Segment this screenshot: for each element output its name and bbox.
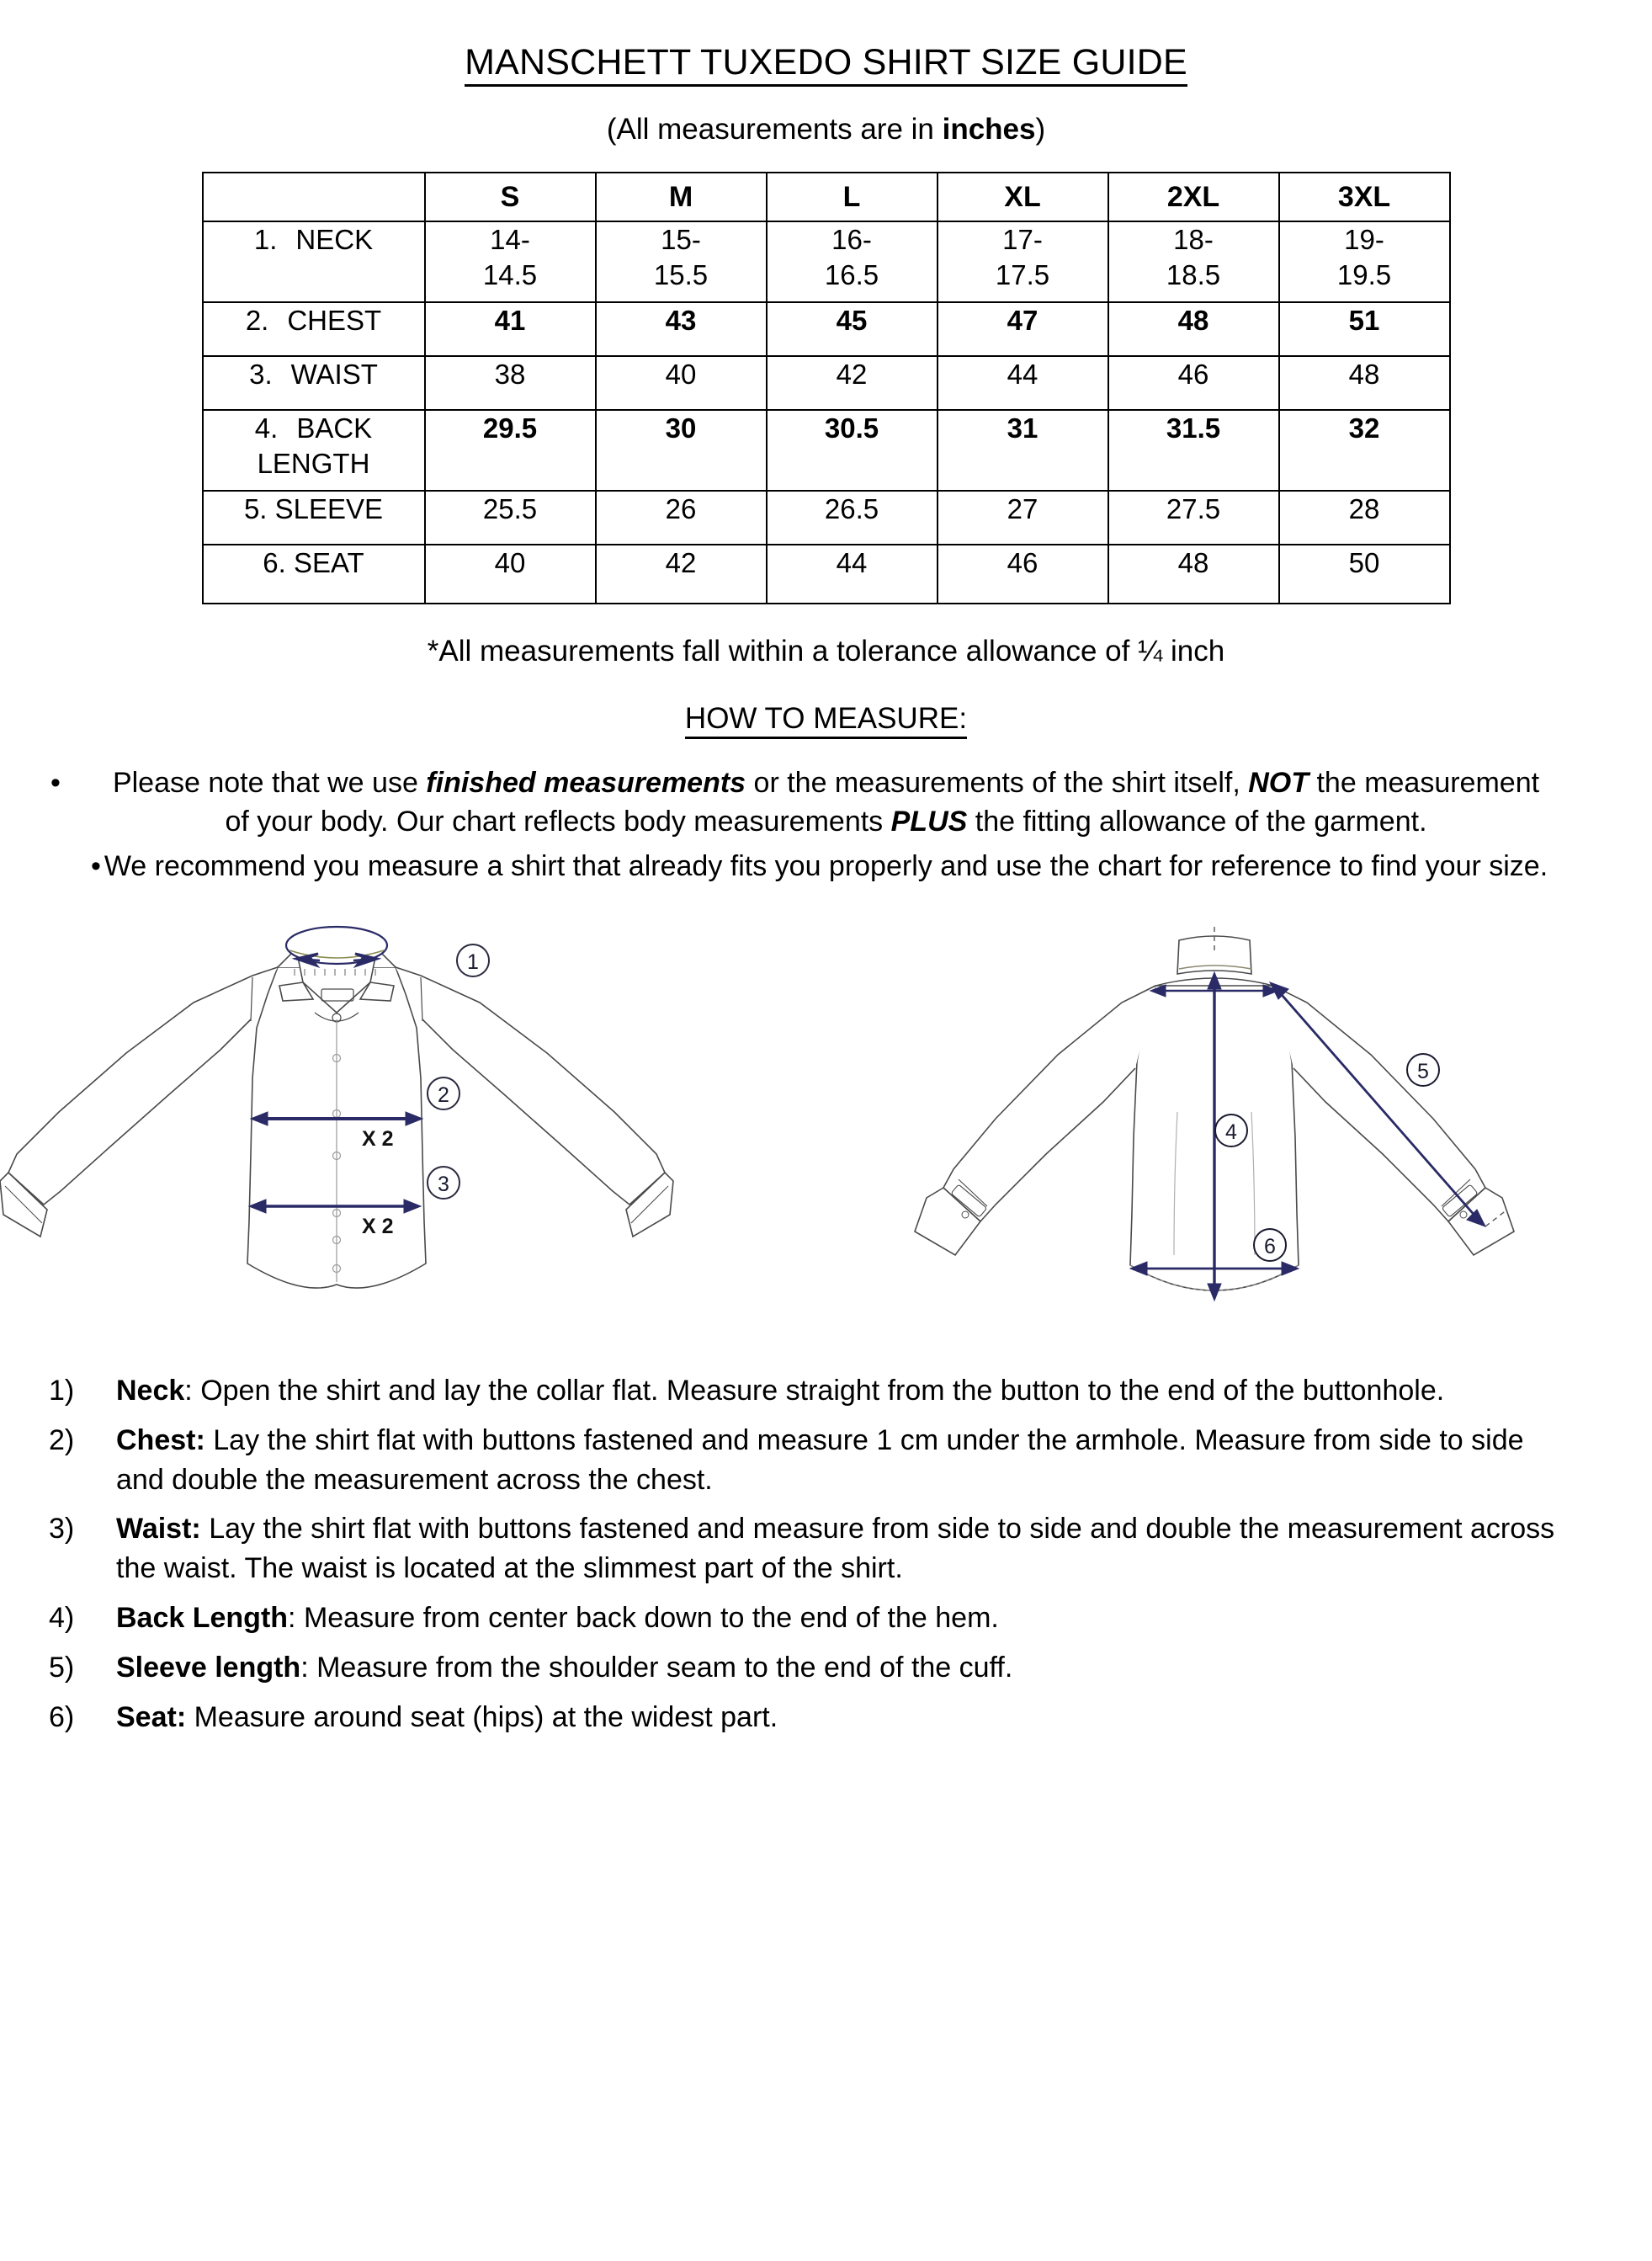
- column-header-l: L: [767, 173, 938, 221]
- instruction-term-sleeve-length: Sleeve length: [116, 1652, 301, 1684]
- instruction-text-back-length: Measure from center back down to the end of the hem.: [303, 1602, 999, 1635]
- back-shirt-svg: [878, 902, 1635, 1356]
- callout-2-label: 2: [438, 1083, 449, 1107]
- callout-4-back-length: [1215, 1115, 1247, 1146]
- cell-waist-m: 40: [596, 356, 767, 410]
- instruction-seat: [0, 1698, 1576, 1737]
- front-shirt-diagram: [0, 902, 757, 1356]
- units-note-suffix: ): [1035, 113, 1046, 146]
- units-note-bold: inches: [942, 113, 1036, 146]
- column-header-m: M: [596, 173, 767, 221]
- cell-waist-l: 42: [767, 356, 938, 410]
- cell-sleeve-l: 26.5: [767, 491, 938, 545]
- instruction-term-chest: Chest:: [116, 1423, 205, 1456]
- column-header-s: S: [425, 173, 596, 221]
- instruction-term-back-length: Back Length: [116, 1602, 289, 1635]
- instruction-sleeve-length: Sleeve length: Measure from the shoulder seam to the end of the cuff.: [116, 1652, 1013, 1684]
- instruction-waist: [0, 1509, 1576, 1588]
- how-to-measure-bullets: [0, 764, 1652, 886]
- cell-sleeve-s: 25.5: [425, 491, 596, 545]
- callout-2-chest: [428, 1077, 459, 1109]
- page-title: [0, 24, 1652, 82]
- cell-chest-2xl: 48: [1108, 302, 1279, 356]
- cell-neck-xl: 17- 17.5: [938, 221, 1108, 302]
- callout-6-seat: [1254, 1229, 1286, 1261]
- cell-waist-3xl: 48: [1279, 356, 1450, 410]
- cell-sleeve-m: 26: [596, 491, 767, 545]
- cell-waist-s: 38: [425, 356, 596, 410]
- instruction-text-neck: Open the shirt and lay the collar flat. Measure straight from the button to the end of the buttonhole.: [200, 1374, 1445, 1407]
- cell-chest-3xl: 51: [1279, 302, 1450, 356]
- table-row-seat: [203, 545, 1450, 604]
- size-table-header-row: [203, 173, 1450, 221]
- cell-chest-xl: 47: [938, 302, 1108, 356]
- size-table: [202, 172, 1451, 604]
- row-label-seat: 6. SEAT: [203, 545, 425, 604]
- callout-5-sleeve: [1407, 1054, 1439, 1086]
- instruction-back-length: Back Length: Measure from center back down to the end of the hem.: [116, 1602, 999, 1635]
- cell-seat-l: 44: [767, 545, 938, 604]
- cell-chest-s: 41: [425, 302, 596, 356]
- cell-waist-2xl: 46: [1108, 356, 1279, 410]
- bullet-text-1: Please note that we use finished measurements or the measurements of the shirt itself, NOT the measurement of your body. Our chart reflects body measurements PLUS the fitting allowance of the garment.: [112, 767, 1540, 838]
- cell-sleeve-3xl: 28: [1279, 491, 1450, 545]
- measurement-instructions: [0, 1371, 1652, 1737]
- shirt-diagrams: [0, 902, 1652, 1356]
- row-label-neck: 1. NECK: [203, 221, 425, 302]
- cell-neck-l: 16- 16.5: [767, 221, 938, 302]
- callout-6-label: 6: [1264, 1234, 1276, 1258]
- table-row-neck: [203, 221, 1450, 302]
- table-row-back-length: [203, 410, 1450, 491]
- row-label-back-length: 4. BACK LENGTH: [203, 410, 425, 491]
- table-row-chest: [203, 302, 1450, 356]
- units-note: [0, 113, 1652, 146]
- instruction-text-chest: Lay the shirt flat with buttons fastened and measure 1 cm under the armhole. Measure from side to side and double the measurement across the chest.: [116, 1423, 1524, 1496]
- instruction-text-waist: Lay the shirt flat with buttons fastened and measure from side to side and double the measurement across the waist. The waist is located at the slimmest part of the shirt.: [116, 1513, 1555, 1585]
- bullet-text-2: We recommend you measure a shirt that already fits you properly and use the chart for reference to find your size.: [104, 850, 1548, 883]
- cell-neck-3xl: 19- 19.5: [1279, 221, 1450, 302]
- how-to-measure-heading-text: HOW TO MEASURE:: [685, 702, 967, 739]
- size-table-wrapper: [0, 172, 1652, 604]
- page-title-text: MANSCHETT TUXEDO SHIRT SIZE GUIDE: [465, 42, 1187, 87]
- row-label-sleeve: 5. SLEEVE: [203, 491, 425, 545]
- waist-multiplier-label: X 2: [362, 1214, 394, 1238]
- row-label-chest: 2. CHEST: [203, 302, 425, 356]
- cell-neck-2xl: 18- 18.5: [1108, 221, 1279, 302]
- table-corner-cell: [203, 173, 425, 221]
- cell-back-length-3xl: 32: [1279, 410, 1450, 491]
- cell-neck-s: 14- 14.5: [425, 221, 596, 302]
- table-row-waist: [203, 356, 1450, 410]
- cell-waist-xl: 44: [938, 356, 1108, 410]
- cell-sleeve-2xl: 27.5: [1108, 491, 1279, 545]
- table-row-sleeve: [203, 491, 1450, 545]
- row-label-waist: 3. WAIST: [203, 356, 425, 410]
- cell-back-length-l: 30.5: [767, 410, 938, 491]
- instruction-text-seat: Measure around seat (hips) at the widest part.: [194, 1701, 778, 1734]
- cell-neck-m: 15- 15.5: [596, 221, 767, 302]
- cell-sleeve-xl: 27: [938, 491, 1108, 545]
- instruction-text-sleeve-length: Measure from the shoulder seam to the end of the cuff.: [316, 1652, 1013, 1684]
- tolerance-note: *All measurements fall within a tolerance allowance of ¼ inch: [427, 635, 1225, 668]
- callout-1-neck: [457, 944, 489, 976]
- callout-5-label: 5: [1417, 1059, 1429, 1083]
- size-guide-page: [0, 24, 1652, 2261]
- cell-back-length-xl: 31: [938, 410, 1108, 491]
- cell-seat-s: 40: [425, 545, 596, 604]
- front-shirt-svg: [0, 902, 757, 1356]
- column-header-3xl: 3XL: [1279, 173, 1450, 221]
- instruction-term-seat: Seat:: [116, 1701, 187, 1734]
- cell-seat-2xl: 48: [1108, 545, 1279, 604]
- bullet-marker-icon: •: [91, 850, 101, 883]
- bullet-item-recommendation: [0, 848, 1652, 886]
- column-header-xl: XL: [938, 173, 1108, 221]
- cell-chest-m: 43: [596, 302, 767, 356]
- cell-back-length-m: 30: [596, 410, 767, 491]
- cell-seat-m: 42: [596, 545, 767, 604]
- instruction-term-waist: Waist:: [116, 1513, 201, 1545]
- bullet-item-finished-measurements: [0, 764, 1652, 841]
- callout-3-waist: [428, 1167, 459, 1199]
- callout-4-label: 4: [1225, 1120, 1237, 1144]
- cell-back-length-s: 29.5: [425, 410, 596, 491]
- instruction-term-neck: Neck: [116, 1374, 185, 1407]
- column-header-2xl: 2XL: [1108, 173, 1279, 221]
- callout-1-label: 1: [467, 950, 479, 974]
- bullet-marker-icon: •: [50, 767, 61, 800]
- cell-seat-xl: 46: [938, 545, 1108, 604]
- instruction-neck: Neck: Open the shirt and lay the collar flat. Measure straight from the button to the end of the buttonhole.: [116, 1374, 1445, 1407]
- how-to-measure-heading: [0, 702, 1652, 736]
- callout-3-label: 3: [438, 1172, 449, 1196]
- cell-back-length-2xl: 31.5: [1108, 410, 1279, 491]
- back-shirt-diagram: [878, 902, 1635, 1356]
- chest-multiplier-label: X 2: [362, 1126, 394, 1151]
- cell-chest-l: 45: [767, 302, 938, 356]
- cell-seat-3xl: 50: [1279, 545, 1450, 604]
- instruction-chest: [0, 1421, 1576, 1500]
- units-note-prefix: (All measurements are in: [606, 113, 943, 146]
